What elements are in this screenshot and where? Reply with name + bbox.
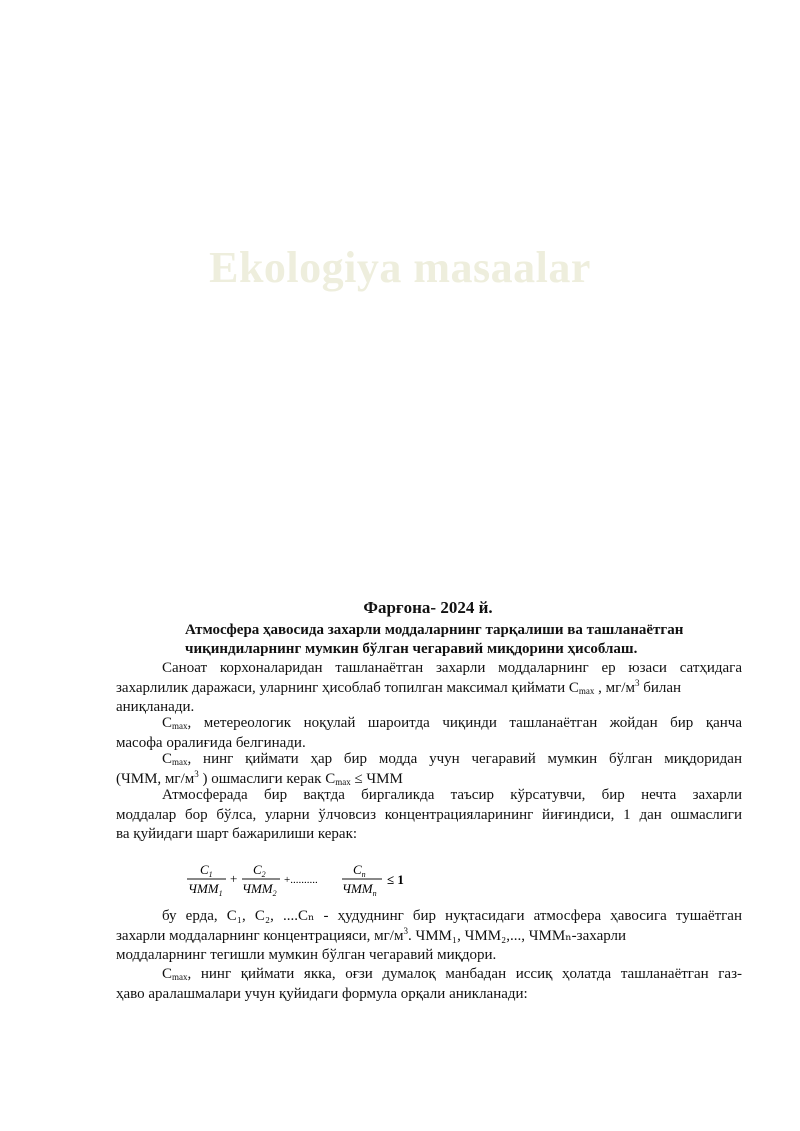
plus-sign: + [230,871,238,886]
p2-line-2: масофа оралиғида белгинади. [116,734,306,751]
svg-text:ЧММ2: $ЧММ_2$ [242,881,277,898]
p3-line-2: (ЧММ, $мг/м^3$ ) ошмаслиги керак $C_{max}$ ≤ ЧММ [116,768,403,787]
svg-text:C2: $C_2$ [253,862,266,879]
paragraph-2 [116,714,742,753]
p2-line-1: $C_{max}$, метереологик ноқулай шароитда чиқинди ташланаётган жойдан бир қанча [162,715,742,731]
heading-line-2: чиқиндиларнинг мумкин бўлган чегаравий миқдорини ҳисоблаш. [185,641,638,657]
p6-line-1: $C_{max}$, нинг қиймати якка, оғзи думалоқ манбадан иссиқ ҳолатда ташланаётган газ- [162,966,742,982]
svg-text:Cn: $C_n$ [353,862,366,879]
p4-line-2: моддалар бор бўлса, уларни ўлчовсиз концентрацияларининг йиғиндиси, 1 дан ошмаслиги [116,806,742,823]
dots: +.......... [284,874,318,886]
paragraph-6 [116,965,742,1004]
leq-one: ≤ 1 [387,872,404,887]
heading-line-1: Атмосфера ҳавосида захарли моддаларнинг тарқалиши ва ташланаётган [185,622,684,638]
section-heading [185,621,745,659]
svg-text:C1: $C_1$ [200,862,213,879]
concentration-sum-formula [186,860,426,900]
formula-term-2 [242,862,280,898]
p1-line-2: захарлилик даражаси, уларнинг ҳисоблаб топилган максимал қиймати $C_{max}$ , $мг/м^3$ билан [116,677,682,696]
paragraph-3 [116,750,742,789]
svg-text:ЧММ1: $ЧММ_1$ [188,881,223,898]
p5-line-3: моддаларнинг тегишли мумкин бўлган чегаравий миқдори. [116,947,497,963]
p6-line-2: ҳаво аралашмалари учун қуйидаги формула орқали аникланади: [116,985,528,1002]
p5-line-1: бу ерда, C₁, C₂, ....Cₙ - ҳудуднинг бир нуқтасидаги атмосфера ҳавосига тушаётган [162,908,742,924]
svg-text:ЧММn: $ЧММ_n$ [342,881,377,898]
watermark-title: Ekologiya masaalar [209,243,591,292]
paragraph-4 [116,786,742,845]
city-year: Фарғона- 2024 й. [363,598,493,617]
formula-term-1 [187,862,226,898]
p4-line-3: ва қуйидаги шарт бажарилиши керак: [116,826,358,842]
p3-line-1: $C_{max}$, нинг қиймати ҳар бир модда учун чегаравий мумкин бўлган миқдоридан [162,751,742,767]
paragraph-1 [116,659,742,718]
formula-term-n [342,862,382,898]
paragraph-5 [116,907,742,966]
p1-line-1: Саноат корхоналаридан ташланаётган захарли моддаларнинг ер юзаси сатҳидага [162,660,742,676]
p1-line-3: аниқланади. [116,699,195,715]
p4-line-1: Атмосферада бир вақтда биргаликда таъсир кўрсатувчи, бир нечта захарли [162,787,742,803]
p5-line-2: захарли моддаларнинг концентрацияси, $мг/м^3$. ЧММ₁, ЧММ₂,..., ЧММₙ-захарли [116,925,627,944]
